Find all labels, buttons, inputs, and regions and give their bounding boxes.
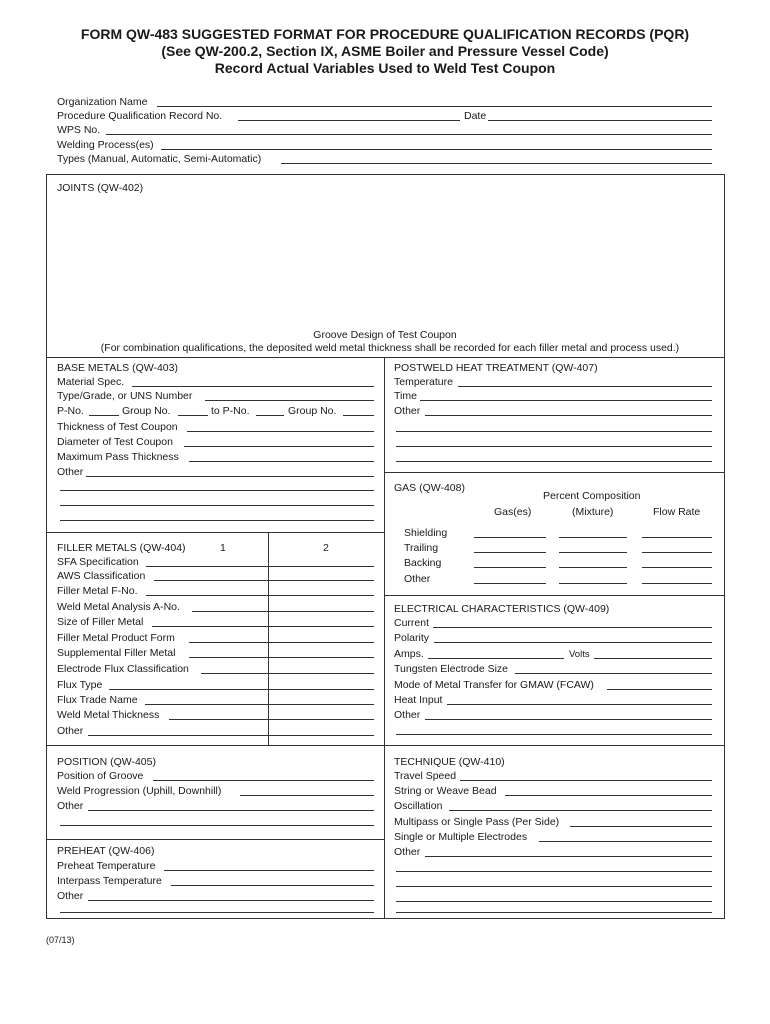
filler-row-label: Filler Metal F-No. bbox=[57, 585, 138, 597]
pwht-time-field[interactable] bbox=[420, 400, 712, 401]
group-no-field[interactable] bbox=[178, 415, 208, 416]
org-name-label: Organization Name bbox=[57, 96, 148, 108]
preheat-other-line[interactable] bbox=[60, 912, 374, 913]
filler-row-label: SFA Specification bbox=[57, 556, 139, 568]
base-other-line[interactable] bbox=[60, 505, 374, 506]
technique-row-label: Travel Speed bbox=[394, 770, 457, 782]
filler-col-1: 1 bbox=[220, 542, 226, 554]
pqr-no-label: Procedure Qualification Record No. bbox=[57, 110, 223, 122]
preheat-heading: PREHEAT (QW-406) bbox=[57, 845, 155, 857]
filler-column-divider bbox=[268, 532, 269, 745]
pwht-other-field[interactable] bbox=[425, 415, 712, 416]
polarity-label: Polarity bbox=[394, 632, 430, 644]
filler-row-label: Weld Metal Analysis A-No. bbox=[57, 601, 180, 613]
pwht-heading: POSTWELD HEAT TREATMENT (QW-407) bbox=[394, 362, 598, 374]
types-label: Types (Manual, Automatic, Semi-Automatic) bbox=[57, 153, 262, 165]
filler-row-field[interactable] bbox=[154, 580, 374, 581]
pwht-time-label: Time bbox=[394, 390, 417, 402]
welding-process-label: Welding Process(es) bbox=[57, 139, 154, 151]
gas-field[interactable] bbox=[474, 552, 546, 553]
type-grade-label: Type/Grade, or UNS Number bbox=[57, 390, 193, 402]
material-spec-label: Material Spec. bbox=[57, 376, 125, 388]
heat-input-label: Heat Input bbox=[394, 694, 443, 706]
filler-row-field[interactable] bbox=[189, 657, 374, 658]
gas-row-other: Other bbox=[404, 573, 431, 585]
flow-rate-field[interactable] bbox=[642, 552, 712, 553]
preheat-other-label: Other bbox=[57, 890, 84, 902]
technique-row-label: Single or Multiple Electrodes bbox=[394, 831, 528, 843]
type-grade-field[interactable] bbox=[205, 400, 374, 401]
filler-row-label: AWS Classification bbox=[57, 570, 146, 582]
interpass-temp-field[interactable] bbox=[171, 885, 374, 886]
technique-row-label: Oscillation bbox=[394, 800, 443, 812]
form-title: FORM QW-483 SUGGESTED FORMAT FOR PROCEDURE QUALIFICATION RECORDS (PQR) bbox=[80, 26, 690, 42]
to-p-no-field[interactable] bbox=[256, 415, 284, 416]
filler-row-field[interactable] bbox=[109, 689, 374, 690]
divider bbox=[384, 745, 725, 746]
gas-field[interactable] bbox=[474, 567, 546, 568]
mixture-field[interactable] bbox=[559, 552, 627, 553]
thickness-label: Thickness of Test Coupon bbox=[57, 421, 178, 433]
divider bbox=[46, 745, 385, 746]
group-no-2-label: Group No. bbox=[288, 405, 337, 417]
filler-row-label: Filler Metal Product Form bbox=[57, 632, 175, 644]
groove-design-caption: Groove Design of Test Coupon bbox=[313, 329, 457, 341]
joints-sketch-area[interactable] bbox=[57, 198, 712, 323]
mixture-field[interactable] bbox=[559, 537, 627, 538]
divider bbox=[384, 472, 725, 473]
filler-row-field[interactable] bbox=[152, 626, 374, 627]
polarity-field[interactable] bbox=[434, 642, 712, 643]
group-no-label: Group No. bbox=[122, 405, 171, 417]
filler-col-2: 2 bbox=[323, 542, 329, 554]
tungsten-field[interactable] bbox=[515, 673, 712, 674]
groove-position-label: Position of Groove bbox=[57, 770, 144, 782]
max-pass-field[interactable] bbox=[189, 461, 374, 462]
divider bbox=[46, 839, 385, 840]
technique-other-line[interactable] bbox=[396, 871, 712, 872]
technique-other-line[interactable] bbox=[396, 912, 712, 913]
max-pass-label: Maximum Pass Thickness bbox=[57, 451, 179, 463]
filler-row-label: Electrode Flux Classification bbox=[57, 663, 189, 675]
pwht-other-line[interactable] bbox=[396, 446, 712, 447]
pwht-temp-field[interactable] bbox=[458, 386, 712, 387]
gas-col-flow-rate: Flow Rate bbox=[653, 506, 701, 518]
filler-row-label: Size of Filler Metal bbox=[57, 616, 144, 628]
amps-field[interactable] bbox=[428, 658, 564, 659]
groove-position-field[interactable] bbox=[153, 780, 374, 781]
base-other-label: Other bbox=[57, 466, 84, 478]
metal-transfer-label: Mode of Metal Transfer for GMAW (FCAW) bbox=[394, 679, 594, 691]
thickness-field[interactable] bbox=[187, 431, 374, 432]
percent-composition-label: Percent Composition bbox=[543, 490, 641, 502]
interpass-temp-label: Interpass Temperature bbox=[57, 875, 162, 887]
gas-heading: GAS (QW-408) bbox=[394, 482, 465, 494]
filler-row-field[interactable] bbox=[88, 735, 374, 736]
filler-row-field[interactable] bbox=[201, 673, 374, 674]
elec-other-line[interactable] bbox=[396, 734, 712, 735]
technique-row-label: String or Weave Bead bbox=[394, 785, 497, 797]
preheat-other-field[interactable] bbox=[88, 900, 374, 901]
form-instruction: Record Actual Variables Used to Weld Test Coupon bbox=[214, 60, 556, 76]
technique-row-field[interactable] bbox=[505, 795, 712, 796]
wps-no-field[interactable] bbox=[106, 134, 712, 135]
electrical-heading: ELECTRICAL CHARACTERISTICS (QW-409) bbox=[394, 603, 610, 615]
gas-row-trailing: Trailing bbox=[404, 542, 439, 554]
pwht-other-line[interactable] bbox=[396, 461, 712, 462]
gas-col-mixture: (Mixture) bbox=[572, 506, 614, 518]
pwht-other-label: Other bbox=[394, 405, 421, 417]
gas-col-gases: Gas(es) bbox=[494, 506, 532, 518]
base-other-line[interactable] bbox=[60, 490, 374, 491]
technique-other-line[interactable] bbox=[396, 901, 712, 902]
combination-note: (For combination qualifications, the deposited weld metal thickness shall be recorded for each filler metal and process used.) bbox=[100, 342, 680, 354]
mixture-field[interactable] bbox=[559, 567, 627, 568]
volts-field[interactable] bbox=[594, 658, 712, 659]
elec-other-label: Other bbox=[394, 709, 421, 721]
gas-field[interactable] bbox=[474, 537, 546, 538]
preheat-temp-field[interactable] bbox=[164, 870, 374, 871]
tungsten-label: Tungsten Electrode Size bbox=[394, 663, 509, 675]
flow-rate-field[interactable] bbox=[642, 567, 712, 568]
gas-row-shielding: Shielding bbox=[404, 527, 448, 539]
diameter-label: Diameter of Test Coupon bbox=[57, 436, 173, 448]
diameter-field[interactable] bbox=[184, 446, 374, 447]
joints-heading: JOINTS (QW-402) bbox=[57, 182, 144, 194]
types-field[interactable] bbox=[281, 163, 712, 164]
position-other-field[interactable] bbox=[88, 810, 374, 811]
filler-row-label: Weld Metal Thickness bbox=[57, 709, 160, 721]
p-no-field[interactable] bbox=[89, 415, 119, 416]
p-no-label: P-No. bbox=[57, 405, 84, 417]
weld-progression-field[interactable] bbox=[240, 795, 374, 796]
elec-other-field[interactable] bbox=[425, 719, 712, 720]
position-other-line[interactable] bbox=[60, 825, 374, 826]
filler-row-label: Flux Type bbox=[57, 679, 103, 691]
filler-row-label: Other bbox=[57, 725, 84, 737]
date-label: Date bbox=[464, 110, 487, 122]
wps-no-label: WPS No. bbox=[57, 124, 101, 136]
pwht-temp-label: Temperature bbox=[394, 376, 453, 388]
current-label: Current bbox=[394, 617, 430, 629]
amps-label: Amps. bbox=[394, 648, 424, 660]
base-other-field[interactable] bbox=[86, 476, 374, 477]
base-metals-heading: BASE METALS (QW-403) bbox=[57, 362, 178, 374]
filler-row-field[interactable] bbox=[145, 704, 374, 705]
technique-row-label: Other bbox=[394, 846, 421, 858]
org-name-field[interactable] bbox=[157, 106, 712, 107]
technique-row-field[interactable] bbox=[539, 841, 712, 842]
pwht-other-line[interactable] bbox=[396, 431, 712, 432]
technique-heading: TECHNIQUE (QW-410) bbox=[394, 756, 505, 768]
technique-row-field[interactable] bbox=[460, 780, 712, 781]
technique-row-field[interactable] bbox=[425, 856, 712, 857]
pqr-no-field[interactable] bbox=[238, 120, 460, 121]
filler-row-field[interactable] bbox=[169, 719, 374, 720]
technique-row-field[interactable] bbox=[570, 826, 712, 827]
filler-row-field[interactable] bbox=[146, 595, 374, 596]
technique-other-line[interactable] bbox=[396, 886, 712, 887]
technique-row-field[interactable] bbox=[449, 810, 712, 811]
technique-row-label: Multipass or Single Pass (Per Side) bbox=[394, 816, 560, 828]
form-subtitle: (See QW-200.2, Section IX, ASME Boiler and Pressure Vessel Code) bbox=[161, 43, 609, 59]
gas-row-backing: Backing bbox=[404, 557, 442, 569]
mixture-field[interactable] bbox=[559, 583, 627, 584]
filler-row-field[interactable] bbox=[146, 566, 374, 567]
filler-row-field[interactable] bbox=[189, 642, 374, 643]
group-no-2-field[interactable] bbox=[343, 415, 374, 416]
date-field[interactable] bbox=[488, 120, 712, 121]
metal-transfer-field[interactable] bbox=[607, 689, 712, 690]
filler-row-field[interactable] bbox=[192, 611, 374, 612]
divider bbox=[384, 595, 725, 596]
heat-input-field[interactable] bbox=[447, 704, 712, 705]
to-p-no-label: to P-No. bbox=[211, 405, 250, 417]
filler-row-label: Flux Trade Name bbox=[57, 694, 138, 706]
flow-rate-field[interactable] bbox=[642, 537, 712, 538]
column-divider bbox=[384, 357, 385, 918]
divider bbox=[46, 532, 385, 533]
welding-process-field[interactable] bbox=[161, 149, 712, 150]
base-other-line[interactable] bbox=[60, 520, 374, 521]
filler-metals-heading: FILLER METALS (QW-404) bbox=[57, 542, 186, 554]
flow-rate-field[interactable] bbox=[642, 583, 712, 584]
current-field[interactable] bbox=[433, 627, 712, 628]
preheat-temp-label: Preheat Temperature bbox=[57, 860, 156, 872]
position-heading: POSITION (QW-405) bbox=[57, 756, 156, 768]
divider bbox=[46, 357, 725, 358]
weld-progression-label: Weld Progression (Uphill, Downhill) bbox=[57, 785, 222, 797]
volts-label: Volts bbox=[569, 649, 590, 660]
gas-field[interactable] bbox=[474, 583, 546, 584]
filler-row-label: Supplemental Filler Metal bbox=[57, 647, 176, 659]
position-other-label: Other bbox=[57, 800, 84, 812]
revision-date: (07/13) bbox=[46, 935, 75, 945]
material-spec-field[interactable] bbox=[132, 386, 374, 387]
